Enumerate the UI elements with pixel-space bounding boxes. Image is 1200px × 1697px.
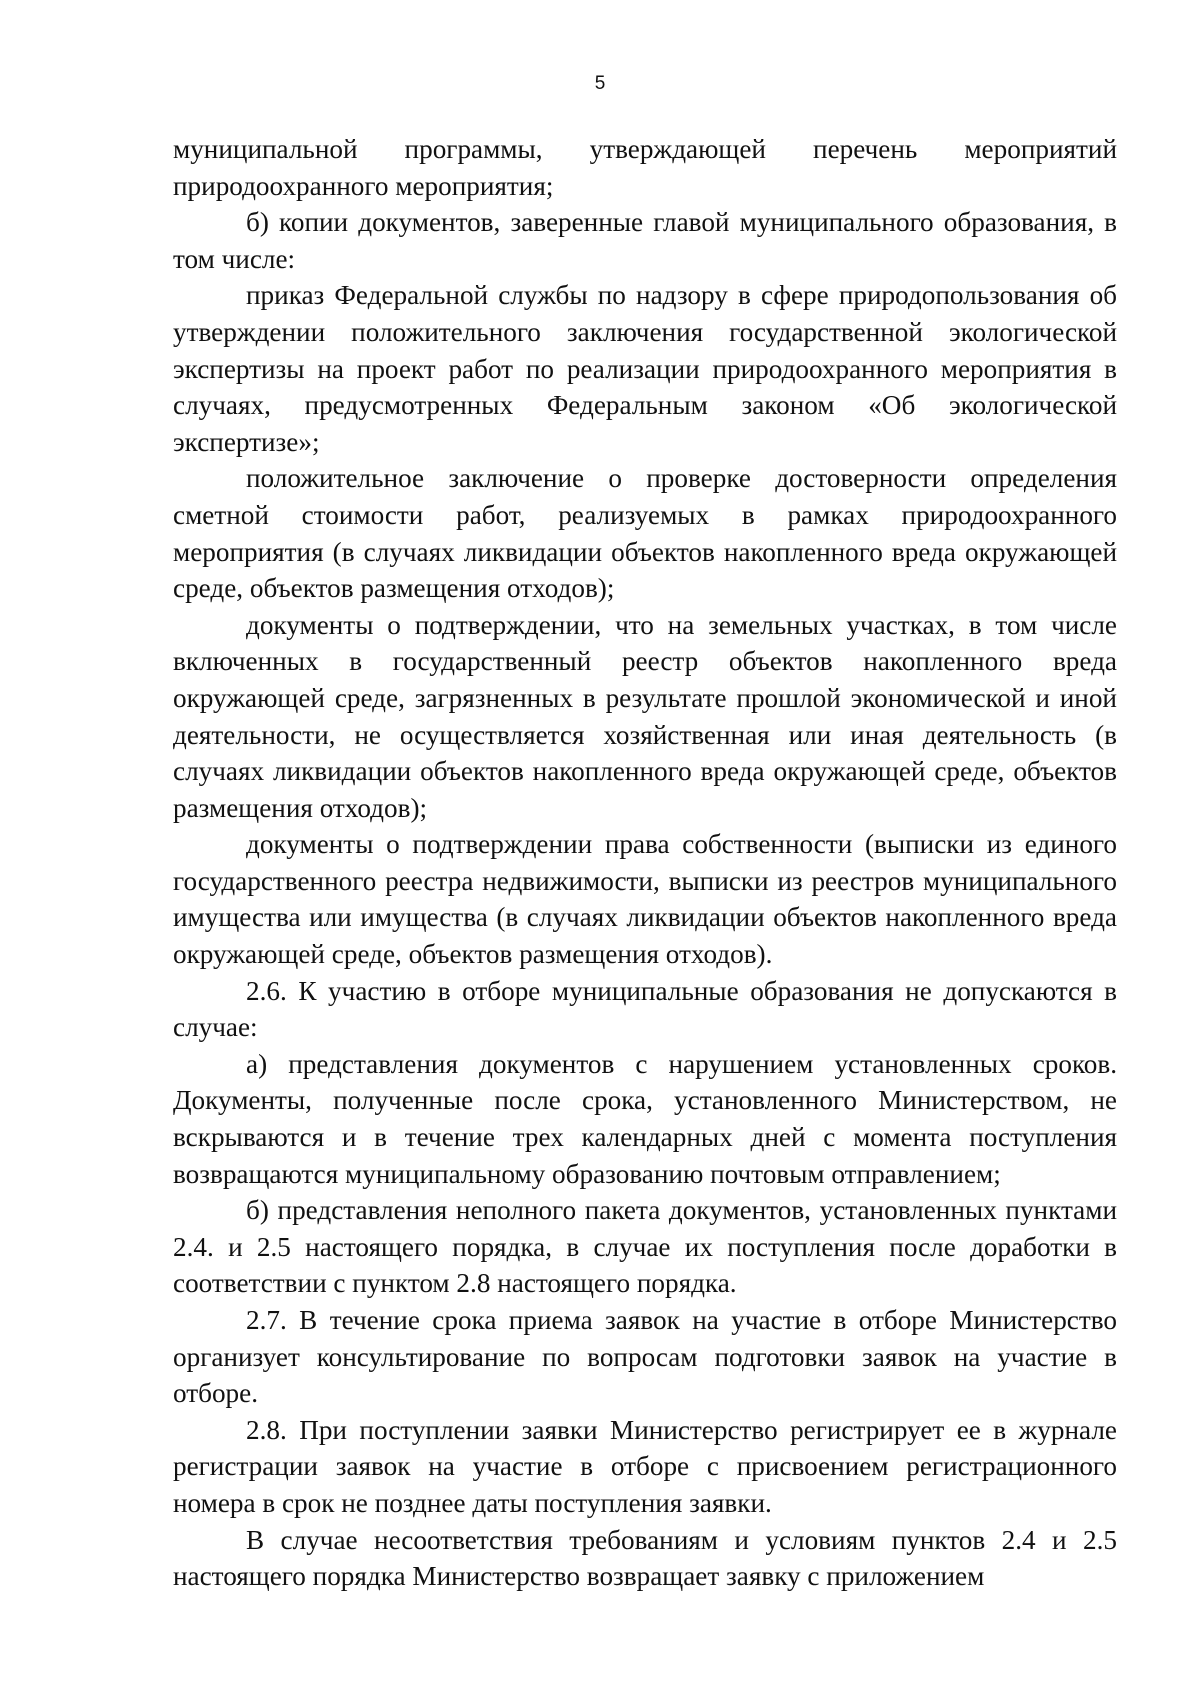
paragraph-item-b-incomplete: б) представления неполного пакета документов, установленных пунктами 2.4. и 2.5 настоящего порядка, в случае их поступления после доработки в соответствии с пунктом 2.8 настоящего порядка.	[173, 1195, 1117, 1299]
paragraph-section-2-8: 2.8. При поступлении заявки Министерство регистрирует ее в журнале регистрации заявок на участие в отборе с присвоением регистрационного номера в срок не позднее даты поступления заявки.	[173, 1414, 1117, 1518]
paragraph-order-rosprirodnadzor: приказ Федеральной службы по надзору в сфере природопользования об утверждении положительного заключения государственной экологической экспертизы на проект работ по реализации природоохранного мероприятия в случаях, предусмотренных Федеральным законом «Об экологической экспертизе»;	[173, 280, 1117, 457]
paragraph-land-plots: документы о подтверждении, что на земельных участках, в том числе включенных в государственный реестр объектов накопленного вреда окружающей среде, загрязненных в результате прошлой экономической и иной деятельности, не осуществляется хозяйственная или иная деятельность (в случаях ликвидации объектов накопленного вреда окружающей среде, объектов размещения отходов);	[173, 609, 1117, 823]
document-body	[173, 131, 1117, 1595]
paragraph-positive-conclusion: положительное заключение о проверке достоверности определения сметной стоимости работ, реализуемых в рамках природоохранного мероприятия (в случаях ликвидации объектов накопленного вреда окружающей среде, объектов размещения отходов);	[173, 463, 1117, 604]
paragraph-item-a: а) представления документов с нарушением установленных сроков. Документы, полученные после срока, установленного Министерством, не вскрываются и в течение трех календарных дней с момента поступления возвращаются муниципальному образованию почтовым отправлением;	[173, 1048, 1117, 1189]
paragraph-section-2-6: 2.6. К участию в отборе муниципальные образования не допускаются в случае:	[173, 975, 1117, 1043]
page-number: 5	[594, 73, 606, 94]
paragraph-section-2-7: 2.7. В течение срока приема заявок на участие в отборе Министерство организует консультирование по вопросам подготовки заявок на участие в отборе.	[173, 1305, 1117, 1409]
paragraph-nonconformity: В случае несоответствия требованиям и условиям пунктов 2.4 и 2.5 настоящего порядка Министерство возвращает заявку с приложением	[173, 1524, 1117, 1592]
paragraph-ownership-documents: документы о подтверждении права собственности (выписки из единого государственного реестра недвижимости, выписки из реестров муниципального имущества или имущества (в случаях ликвидации объектов накопленного вреда окружающей среде, объектов размещения отходов).	[173, 829, 1117, 970]
paragraph-item-b: б) копии документов, заверенные главой муниципального образования, в том числе:	[173, 207, 1117, 274]
paragraph-continuation: муниципальной программы, утверждающей перечень мероприятий природоохранного мероприятия;	[173, 134, 1117, 201]
